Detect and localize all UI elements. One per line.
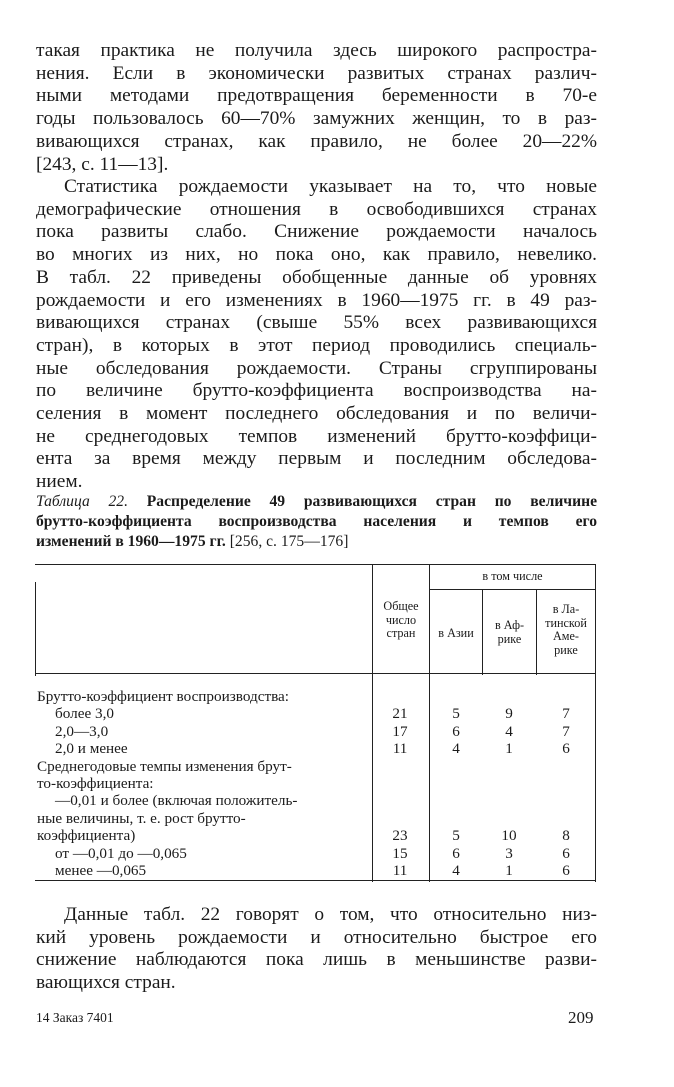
header-total-line-1: Общее bbox=[383, 599, 419, 613]
table-cell-value: 4 bbox=[452, 740, 460, 758]
table-cell-value: 1 bbox=[505, 862, 513, 879]
header-total bbox=[373, 600, 429, 641]
table-cell-value: 1 bbox=[505, 740, 513, 758]
paragraph-2 bbox=[36, 176, 597, 494]
paragraph2-line: рождаемости и его изменениях в 1960—1975 гг. в 49 раз- bbox=[36, 289, 597, 311]
table-row-label: Среднегодовые темпы изменения брут- bbox=[37, 757, 292, 775]
paragraph3-line: вающихся стран. bbox=[36, 972, 176, 994]
paragraph1-line: [243, с. 11—13]. bbox=[36, 153, 169, 175]
paragraph1-line: вивающихся странах, как правило, не более 20—22% bbox=[36, 130, 597, 152]
table-cell-value: 15 bbox=[392, 844, 408, 862]
paragraph1-line: такая практика не получила здесь широкого распростра- bbox=[36, 40, 597, 61]
table-row-label: от —0,01 до —0,065 bbox=[55, 844, 187, 862]
header-africa bbox=[483, 619, 536, 646]
header-group-label: в том числе bbox=[482, 569, 543, 583]
distribution-table bbox=[33, 564, 598, 884]
caption-title-line-1: Распределение 49 развивающихся стран по величине bbox=[146, 493, 597, 510]
table-row-label: —0,01 и более (включая положитель- bbox=[55, 792, 298, 810]
table-row-label: более 3,0 bbox=[55, 705, 114, 723]
header-latam-line-4: рике bbox=[554, 642, 578, 657]
paragraph3-line: кий уровень рождаемости и относительно быстрое его bbox=[36, 926, 597, 948]
table-row-label: менее —0,065 bbox=[55, 862, 147, 879]
table-cell-value: 11 bbox=[392, 740, 408, 758]
table-cell-value: 3 bbox=[505, 844, 513, 862]
table-cell-value: 4 bbox=[505, 722, 513, 740]
table-cell-value: 7 bbox=[562, 705, 570, 723]
table-row-label: 2,0 и менее bbox=[55, 740, 128, 758]
table-top-rule bbox=[35, 564, 596, 565]
paragraph2-line: стран), в которых в этот период проводились специаль- bbox=[36, 334, 597, 356]
header-total-line-3: стран bbox=[386, 626, 416, 640]
table-cell-value: 8 bbox=[562, 827, 570, 845]
table-row-label: коэффициента) bbox=[37, 827, 136, 845]
paragraph2-line: ента за время между первым и последним обследова- bbox=[36, 448, 597, 470]
printer-signature: 14 Заказ 7401 bbox=[36, 1010, 114, 1025]
header-group bbox=[430, 570, 595, 584]
header-latam-line-3: Аме- bbox=[553, 629, 579, 643]
table-cell-value: 6 bbox=[452, 844, 460, 862]
table-cell-value: 11 bbox=[392, 862, 408, 879]
paragraph2-line: Статистика рождаемости указывает на то, что новые bbox=[64, 176, 597, 197]
table-cell-value: 17 bbox=[392, 722, 408, 740]
paragraph2-line: демографические отношения в освободившихся странах bbox=[36, 198, 597, 220]
paragraph2-line: во многих из них, но пока оно, как правило, невелико. bbox=[36, 244, 597, 266]
caption-title-line-3: изменений в 1960—1975 гг. bbox=[36, 533, 226, 550]
paragraph2-line: не среднегодовых темпов изменений брутто-коэффици- bbox=[36, 425, 597, 447]
table-left-border bbox=[35, 582, 36, 676]
table-row-label: Брутто-коэффициент воспроизводства: bbox=[37, 688, 290, 705]
header-asia bbox=[430, 627, 482, 641]
paragraph2-line: вивающихся странах (свыше 55% всех развивающихся bbox=[36, 312, 597, 334]
table-row-label: ные величины, т. е. рост брутто- bbox=[37, 809, 246, 827]
table-cell-value: 6 bbox=[562, 844, 570, 862]
header-latam-line-2: тинской bbox=[545, 615, 587, 630]
paragraph2-line: В табл. 22 приведены обобщенные данные об уровнях bbox=[36, 266, 597, 288]
paragraph-3 bbox=[36, 904, 597, 995]
paragraph2-line: селения в момент последнего обследования и по величи- bbox=[36, 403, 597, 425]
table-cell-value: 10 bbox=[501, 827, 517, 845]
header-asia-label: в Азии bbox=[438, 626, 474, 640]
table-right-border bbox=[595, 564, 596, 882]
table-cell-value: 5 bbox=[452, 827, 460, 845]
paragraph2-line: ные обследования рождаемости. Страны сгруппированы bbox=[36, 357, 597, 379]
header-latam bbox=[537, 603, 595, 657]
paragraph3-line: Данные табл. 22 говорят о том, что относительно низ- bbox=[64, 904, 597, 925]
table-cell-value: 6 bbox=[562, 862, 570, 879]
table-cell-value: 9 bbox=[505, 705, 513, 723]
paragraph2-line: пока развиты слабо. Снижение рождаемости началось bbox=[36, 221, 597, 243]
table-row-label: то-коэффициента: bbox=[37, 775, 154, 792]
paragraph2-line: по величине брутто-коэффициента воспроизводства на- bbox=[36, 380, 597, 402]
paragraph1-line: нения. Если в экономически развитых странах различ- bbox=[36, 62, 597, 84]
table-cell-value: 6 bbox=[562, 740, 570, 758]
table-cell-value: 7 bbox=[562, 722, 570, 740]
table-cell-value: 6 bbox=[452, 722, 460, 740]
caption-label: Таблица 22. bbox=[36, 493, 128, 510]
paragraph3-line: снижение наблюдаются пока лишь в меньшинстве разви- bbox=[36, 949, 597, 971]
paragraph2-line: нием. bbox=[36, 471, 83, 493]
table-cell-value: 23 bbox=[392, 827, 408, 845]
table-row-label: 2,0—3,0 bbox=[55, 722, 109, 740]
table-cell-value: 4 bbox=[452, 862, 460, 879]
header-total-line-2: число bbox=[385, 612, 417, 627]
table-header-rule bbox=[35, 673, 596, 674]
table-caption bbox=[36, 492, 597, 552]
header-africa-line-2: рике bbox=[497, 631, 522, 646]
caption-title-line-2: брутто-коэффициента воспроизводства населения и темпов его bbox=[36, 513, 597, 530]
table-bottom-rule bbox=[35, 880, 596, 881]
table-group-rule bbox=[429, 589, 595, 590]
caption-source: [256, с. 175—176] bbox=[229, 533, 349, 550]
header-latam-line-1: в Ла- bbox=[552, 602, 580, 616]
table-cell-value: 5 bbox=[452, 705, 460, 723]
table-col-divider-2 bbox=[429, 564, 430, 882]
paragraph1-line: ными методами предотвращения беременности в 70-е bbox=[36, 85, 597, 107]
table-cell-value: 21 bbox=[392, 705, 408, 723]
header-africa-line-1: в Аф- bbox=[494, 618, 525, 632]
paragraph1-line: годы пользовалось 60—70% замужних женщин, то в раз- bbox=[36, 108, 597, 130]
paragraph-1 bbox=[36, 40, 597, 176]
page-number: 209 bbox=[568, 1008, 594, 1027]
